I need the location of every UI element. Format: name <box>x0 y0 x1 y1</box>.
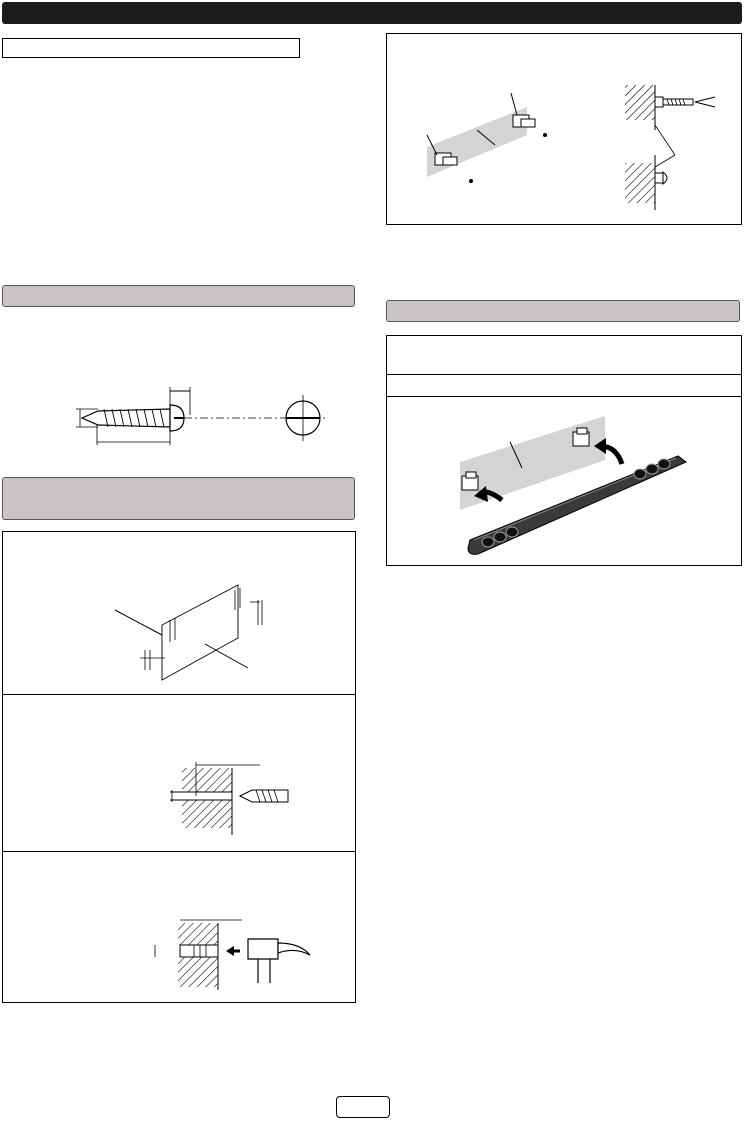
mounting-divider <box>386 396 742 397</box>
hammer-icon <box>150 915 320 990</box>
step-divider <box>2 851 356 852</box>
step-divider <box>2 694 356 695</box>
section-bar-screw <box>2 285 355 307</box>
section-bar-drilling <box>2 477 355 520</box>
screw-diagram-icon <box>70 385 340 455</box>
page-number-box <box>336 1096 390 1118</box>
soundbar-icon <box>440 410 690 560</box>
subtitle-box <box>2 38 300 58</box>
section-bar-mounting <box>386 300 740 322</box>
wall-template-icon <box>110 580 280 685</box>
drill-icon <box>160 760 290 835</box>
mounting-divider <box>386 374 742 375</box>
bracket-icon <box>415 85 735 215</box>
header-bar <box>2 2 742 24</box>
